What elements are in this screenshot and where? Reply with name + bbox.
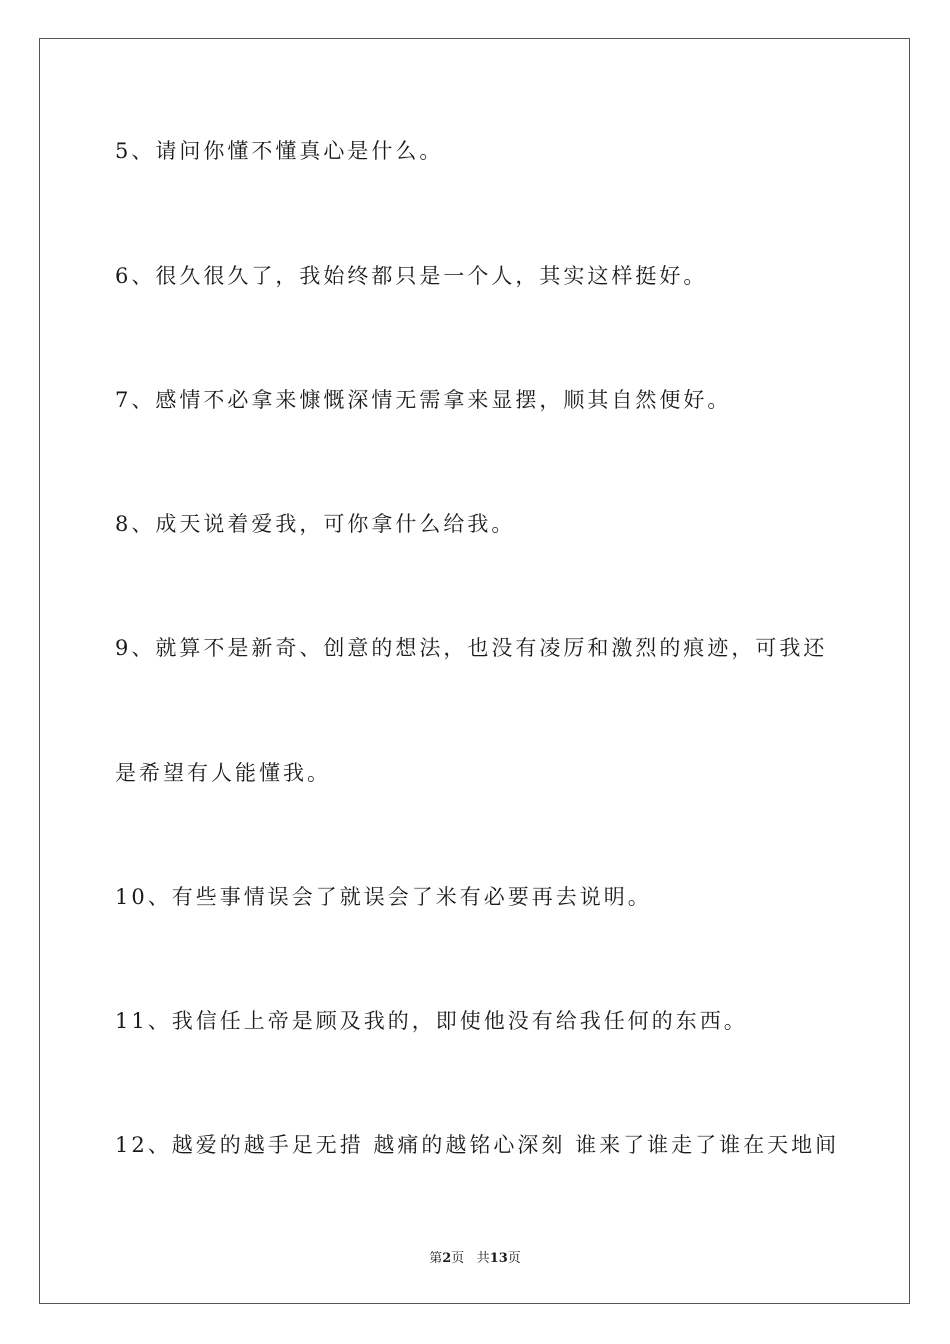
text-line-1: 5、请问你懂不懂真心是什么。 (115, 139, 444, 163)
page-prefix: 第 (429, 1251, 443, 1266)
page-footer (0, 1247, 950, 1266)
total-prefix: 共 (476, 1251, 490, 1266)
total-pages: 13 (489, 1251, 508, 1266)
page-number: 2 (442, 1251, 452, 1266)
text-line-8: 11、我信任上帝是顾及我的，即使他没有给我任何的东西。 (115, 1009, 748, 1033)
text-line-7: 10、有些事情误会了就误会了米有必要再去说明。 (115, 885, 652, 909)
text-line-5: 9、就算不是新奇、创意的想法，也没有凌厉和激烈的痕迹，可我还 (115, 636, 828, 660)
text-line-6: 是希望有人能懂我。 (115, 761, 331, 785)
total-suffix: 页 (507, 1251, 521, 1266)
page-frame (39, 38, 910, 1304)
text-line-2: 6、很久很久了，我始终都只是一个人，其实这样挺好。 (115, 264, 708, 288)
text-line-3: 7、感情不必拿来慷慨深情无需拿来显摆，顺其自然便好。 (115, 388, 732, 412)
text-line-4: 8、成天说着爱我，可你拿什么给我。 (115, 512, 516, 536)
text-line-9: 12、越爱的越手足无措 越痛的越铭心深刻 谁来了谁走了谁在天地间 (115, 1133, 840, 1157)
page-suffix: 页 (451, 1251, 465, 1266)
